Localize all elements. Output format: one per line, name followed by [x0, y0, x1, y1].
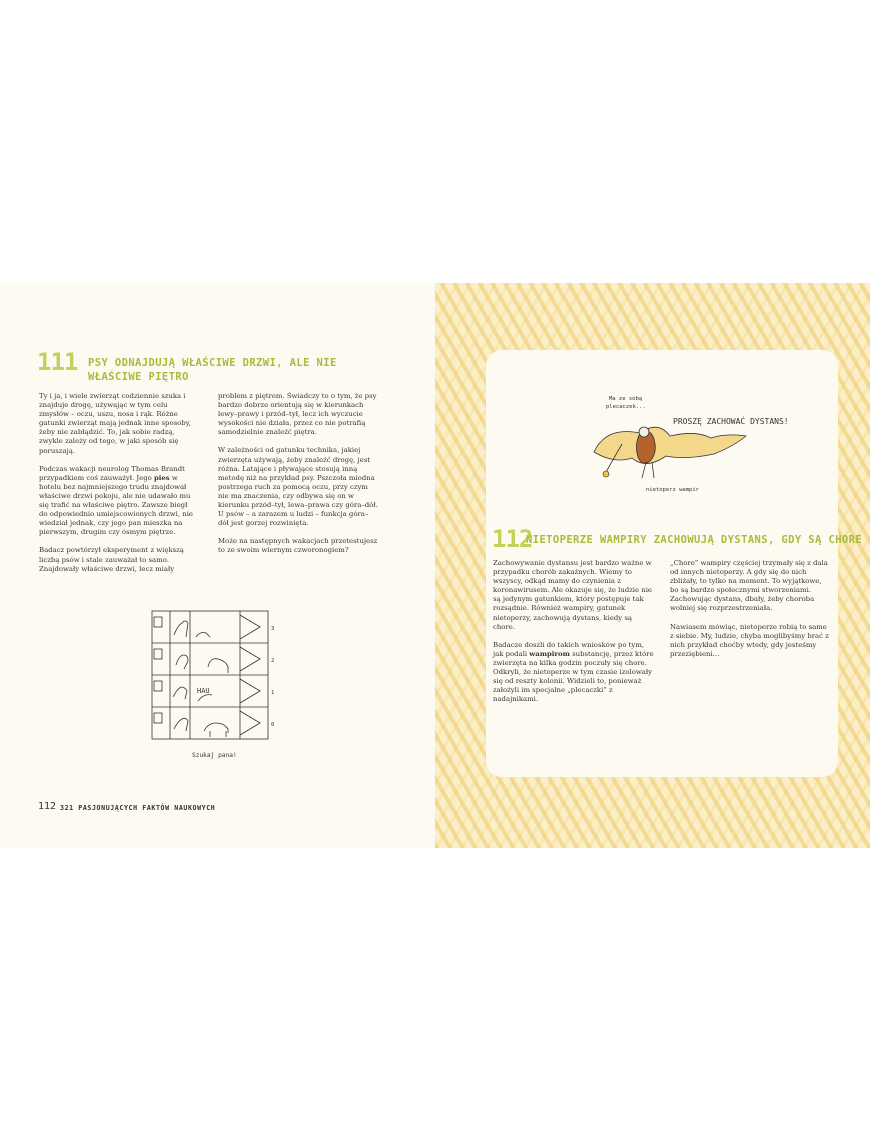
illustration-caption: nietoperz wampir [646, 487, 699, 493]
hau-label: HAU [197, 687, 210, 695]
paragraph: W zależności od gatunku technika, jakiej zwierzęta używają, żeby znaleźć drogę, jest różna. Latające i pływające stosują inną metodę niż na przykład psy. Pszczoła miodna postrzega ruch za pomocą oczu, przy czym nie ma znaczenia, czy odbywa się on w kierunku przód–tył, lewa–prawa czy góra–dół. U psów – a zarazem u ludzi – funkcja góra–dół jest gorzej rozwinięta. [218, 446, 378, 528]
left-page [0, 283, 435, 848]
speech-bubble-text: Ma ze sobą [609, 396, 643, 402]
book-spread [0, 283, 870, 848]
text-column-2 [670, 559, 830, 668]
paragraph: Podczas wakacji neurolog Thomas Brandt przypadkiem coś zauważył. Jego pies w hotelu bez najmniejszego trudu znajdował właściwe drzwi pokoju, ale nie udawało mu się trafić na właściwe piętro. Zawsze biegł do odpowiednio umiejscowionych drzwi, nie wiedział jednak, czy jego pan mieszka na pierwszym, drugim czy ósmym piętrze. [39, 464, 193, 537]
paragraph: „Chore” wampiry częściej trzymały się z dala od innych nietoperzy. A gdy się do nich zbliżały, to tylko na moment. To wyjątkowe, bo są bardzo społecznymi stworzeniami. Zachowując dystans, dbały, żeby choroba wolniej się rozprzestrzeniała. [670, 559, 828, 613]
text-column-2 [218, 392, 378, 565]
floor-number: 1 [271, 690, 275, 696]
paragraph: Może na następnych wakacjach przetestujesz to ze swoim wiernym czworonogiem? [218, 537, 378, 555]
speech-bubble-text: plecaczek... [606, 404, 646, 410]
paragraph: Badacz powtórzył eksperyment z większą liczbą psów i stale zauważał to samo. Znajdowały właściwe drzwi, lecz miały [39, 546, 184, 573]
fact-number: 112 [492, 525, 533, 553]
paragraph: Zachowywanie dystansu jest bardzo ważne w przypadku chorób zakaźnych. Wiemy to wszyscy, odkąd mamy do czynienia z koronawirusem. Ale okazuje się, że ludzie nie są jedynym gatunkiem, który postępuje tak rozsądnie. Również wampiry, gatunek nietoperzy, zachowują dystans, kiedy są chore. [493, 559, 652, 631]
page-number: 112 [38, 801, 57, 812]
text-column-1 [493, 559, 655, 713]
paragraph: Ty i ja, i wiele zwierząt codziennie szuka i znajduje drogę, używając w tym celu zmysłów – oczu, uszu, nosa i rąk. Różne gatunki zwierząt mają jednak inne sposoby, żeby nie zabłądzić. To, jak sobie radzą, zwykle zależy od tego, w jaki sposób się poruszają. [39, 392, 191, 455]
fact-number: 111 [37, 348, 78, 376]
floor-number: 2 [271, 658, 275, 664]
banner-text: PROSZĘ ZACHOWAĆ DYSTANS! [673, 417, 789, 426]
paragraph: problem z piętrem. Świadczy to o tym, że psy bardzo dobrze orientują się w kierunkach lewy–prawy i przód–tył, lecz ich wyczucie wysokości nie działa, przez co nie potrafią samodzielnie znaleźć piętra. [218, 392, 377, 437]
floor-number: 3 [271, 626, 275, 632]
text-column-1 [39, 392, 197, 583]
floor-number: 0 [271, 722, 275, 728]
vampire-bat-illustration [536, 388, 816, 498]
paragraph: Badacze doszli do takich wniosków po tym, jak podali wampirom substancję, przez które zwierzęta na kilka godzin poczuły się chore. Odkryli, że nietoperze w tym czasie izolowały się od reszty kolonii. Widzieli to, ponieważ założyli im specjalne „plecaczki” z nadajnikami. [493, 640, 654, 704]
paragraph: Nawiasem mówiąc, nietoperze robią to same z siebie. My, ludzie, chyba moglibyśmy brać z nich przykład choćby wtedy, gdy jesteśmy przeziębieni… [670, 622, 829, 658]
right-page [435, 283, 870, 848]
hotel-floors-illustration [140, 603, 280, 763]
book-title-running-footer: 321 PASJONUJĄCYCH FAKTÓW NAUKOWYCH [60, 804, 216, 812]
fact-title: PSY ODNAJDUJĄ WŁAŚCIWE DRZWI, ALE NIE WŁAŚCIWE PIĘTRO [88, 357, 337, 383]
fact-title: NIETOPERZE WAMPIRY ZACHOWUJĄ DYSTANS, GDY SĄ CHORE [526, 534, 863, 546]
content-card [486, 350, 863, 777]
illustration-caption: Szukaj pana! [192, 752, 237, 759]
